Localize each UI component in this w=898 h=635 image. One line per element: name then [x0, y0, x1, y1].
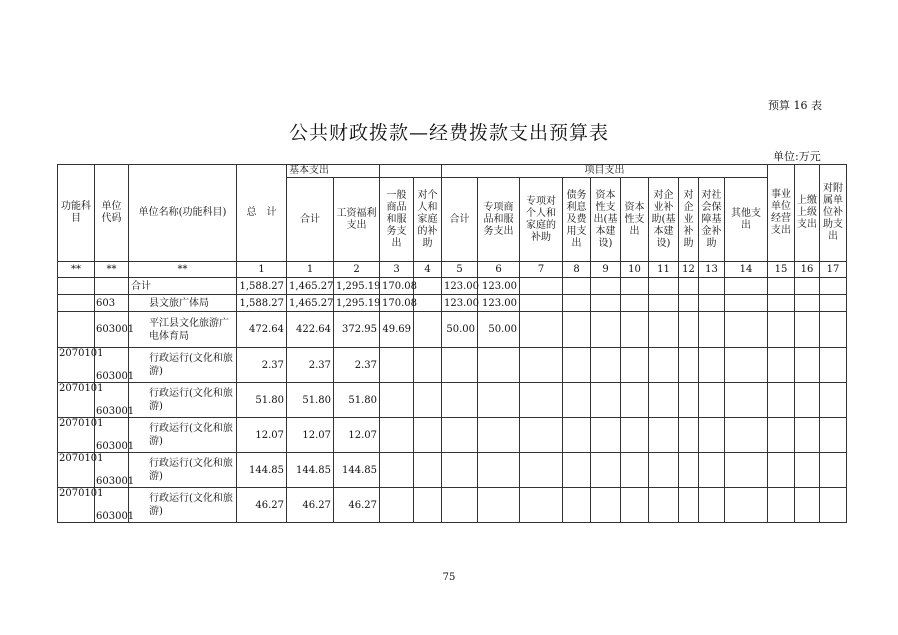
empty-cell [725, 418, 768, 453]
index-cell: 6 [478, 262, 520, 278]
table-number: 预算 16 表 [768, 99, 822, 112]
empty-cell [820, 312, 847, 348]
empty-cell [679, 488, 699, 523]
header-project: 项目支出 [442, 165, 768, 178]
empty-cell [795, 348, 820, 383]
header-basic-subtotal: 合计 [287, 178, 334, 262]
empty-cell [649, 453, 679, 488]
header-salary: 工资福利支出 [334, 178, 380, 262]
unit-name-cell: 行政运行(文化和旅游) [129, 453, 237, 488]
table-row [58, 383, 847, 418]
basic-subtotal-cell: 2.37 [287, 348, 334, 383]
header-remit-upper: 上缴上级支出 [795, 165, 820, 262]
empty-cell [699, 453, 725, 488]
empty-cell [621, 418, 649, 453]
empty-cell [699, 383, 725, 418]
empty-cell [795, 278, 820, 295]
empty-cell [563, 312, 591, 348]
salary-cell: 2.37 [334, 348, 380, 383]
total-cell: 2.37 [237, 348, 287, 383]
total-cell: 1,588.27 [237, 278, 287, 295]
salary-cell: 12.07 [334, 418, 380, 453]
header-total: 总 计 [237, 165, 287, 262]
empty-cell [563, 348, 591, 383]
header-project-subtotal: 合计 [442, 178, 478, 262]
general-goods-cell: 49.69 [380, 312, 414, 348]
index-cell: ** [95, 262, 129, 278]
empty-cell [591, 488, 621, 523]
special-goods-cell [478, 418, 520, 453]
unit-name-cell: 行政运行(文化和旅游) [129, 348, 237, 383]
empty-cell [820, 383, 847, 418]
header-capital: 资本性支出 [621, 178, 649, 262]
special-goods-cell: 123.00 [478, 278, 520, 295]
header-func-subject: 功能科目 [58, 165, 95, 262]
unit-name-cell: 行政运行(文化和旅游) [129, 383, 237, 418]
func-code-cell [58, 295, 95, 312]
index-cell: 2 [334, 262, 380, 278]
func-code-cell: 2070101 [58, 383, 95, 418]
salary-cell: 1,295.19 [334, 278, 380, 295]
empty-cell [649, 488, 679, 523]
index-cell: 15 [768, 262, 795, 278]
empty-cell [563, 453, 591, 488]
header-unit-name: 单位名称(功能科目) [129, 165, 237, 262]
project-subtotal-cell [442, 488, 478, 523]
general-goods-cell [380, 418, 414, 453]
special-goods-cell: 123.00 [478, 295, 520, 312]
header-basic-blank [380, 165, 442, 178]
empty-cell [699, 488, 725, 523]
index-cell: 4 [414, 262, 442, 278]
empty-cell [649, 348, 679, 383]
unit-code-cell: 603 [95, 295, 129, 312]
unit-code-cell: 603001 [95, 418, 129, 453]
total-cell: 1,588.27 [237, 295, 287, 312]
index-cell: 8 [563, 262, 591, 278]
index-cell: 3 [380, 262, 414, 278]
page-title: 公共财政拨款—经费拨款支出预算表 [288, 122, 609, 144]
empty-cell [820, 278, 847, 295]
header-general-goods: 一般商品和服务支出 [380, 178, 414, 262]
empty-cell [768, 418, 795, 453]
salary-cell: 1,295.19 [334, 295, 380, 312]
index-cell: 11 [649, 262, 679, 278]
empty-cell [591, 383, 621, 418]
empty-cell [679, 383, 699, 418]
empty-cell [591, 295, 621, 312]
salary-cell: 144.85 [334, 453, 380, 488]
empty-cell [768, 383, 795, 418]
header-special-goods: 专项商品和服务支出 [478, 178, 520, 262]
salary-cell: 51.80 [334, 383, 380, 418]
func-code-cell [58, 312, 95, 348]
basic-subtotal-cell: 1,465.27 [287, 295, 334, 312]
empty-cell [591, 278, 621, 295]
project-subtotal-cell [442, 453, 478, 488]
index-cell: 1 [287, 262, 334, 278]
empty-cell [520, 418, 563, 453]
header-debt-interest: 债务利息及费用支出 [563, 178, 591, 262]
empty-cell [649, 312, 679, 348]
salary-cell: 372.95 [334, 312, 380, 348]
budget-table [57, 164, 847, 523]
empty-cell [414, 278, 442, 295]
empty-cell [563, 278, 591, 295]
project-subtotal-cell [442, 383, 478, 418]
empty-cell [679, 295, 699, 312]
table-row [58, 348, 847, 383]
header-capital-construct: 资本性支出(基本建设) [591, 178, 621, 262]
empty-cell [520, 348, 563, 383]
project-subtotal-cell: 50.00 [442, 312, 478, 348]
empty-cell [621, 312, 649, 348]
empty-cell [768, 278, 795, 295]
empty-cell [621, 488, 649, 523]
empty-cell [725, 295, 768, 312]
empty-cell [679, 312, 699, 348]
empty-cell [768, 348, 795, 383]
special-goods-cell: 50.00 [478, 312, 520, 348]
empty-cell [563, 418, 591, 453]
empty-cell [725, 383, 768, 418]
unit-name-cell: 平江县文化旅游广电体育局 [129, 312, 237, 348]
table-row [58, 418, 847, 453]
header-operating: 事业单位经营支出 [768, 165, 795, 262]
index-cell: 7 [520, 262, 563, 278]
empty-cell [591, 418, 621, 453]
basic-subtotal-cell: 46.27 [287, 488, 334, 523]
table-row [58, 312, 847, 348]
table-row [58, 488, 847, 523]
total-cell: 472.64 [237, 312, 287, 348]
empty-cell [679, 418, 699, 453]
empty-cell [414, 312, 442, 348]
empty-cell [414, 348, 442, 383]
basic-subtotal-cell: 51.80 [287, 383, 334, 418]
empty-cell [621, 278, 649, 295]
empty-cell [591, 453, 621, 488]
empty-cell [699, 278, 725, 295]
empty-cell [679, 348, 699, 383]
general-goods-cell [380, 488, 414, 523]
table-row-total [58, 278, 847, 295]
empty-cell [520, 278, 563, 295]
empty-cell [795, 383, 820, 418]
general-goods-cell: 170.08 [380, 278, 414, 295]
unit-code-cell: 603001 [95, 453, 129, 488]
index-cell: 16 [795, 262, 820, 278]
unit-name-cell: 县文旅广体局 [129, 295, 237, 312]
index-cell: 14 [725, 262, 768, 278]
header-social-security: 对社会保障基金补助 [699, 178, 725, 262]
empty-cell [520, 312, 563, 348]
special-goods-cell [478, 453, 520, 488]
func-code-cell: 2070101 [58, 418, 95, 453]
empty-cell [820, 295, 847, 312]
empty-cell [768, 453, 795, 488]
empty-cell [725, 348, 768, 383]
index-cell: 17 [820, 262, 847, 278]
empty-cell [795, 312, 820, 348]
empty-cell [768, 295, 795, 312]
empty-cell [414, 453, 442, 488]
empty-cell [725, 312, 768, 348]
basic-subtotal-cell: 422.64 [287, 312, 334, 348]
special-goods-cell [478, 348, 520, 383]
empty-cell [649, 278, 679, 295]
func-code-cell: 2070101 [58, 348, 95, 383]
empty-cell [795, 453, 820, 488]
general-goods-cell [380, 453, 414, 488]
project-subtotal-cell: 123.00 [442, 295, 478, 312]
unit-code-cell [95, 278, 129, 295]
header-enterprise: 对企业补助 [679, 178, 699, 262]
unit-code-cell: 603001 [95, 348, 129, 383]
general-goods-cell [380, 348, 414, 383]
empty-cell [414, 295, 442, 312]
empty-cell [725, 278, 768, 295]
unit-name-cell: 行政运行(文化和旅游) [129, 418, 237, 453]
header-basic: 基本支出 [287, 165, 380, 178]
empty-cell [649, 295, 679, 312]
table-row [58, 295, 847, 312]
func-code-cell: 2070101 [58, 453, 95, 488]
empty-cell [699, 418, 725, 453]
general-goods-cell [380, 383, 414, 418]
empty-cell [795, 295, 820, 312]
empty-cell [679, 453, 699, 488]
empty-cell [563, 488, 591, 523]
unit-code-cell: 603001 [95, 488, 129, 523]
total-cell: 51.80 [237, 383, 287, 418]
empty-cell [795, 418, 820, 453]
empty-cell [621, 453, 649, 488]
empty-cell [649, 418, 679, 453]
empty-cell [563, 383, 591, 418]
empty-cell [591, 312, 621, 348]
empty-cell [795, 488, 820, 523]
header-row-1 [58, 165, 847, 178]
empty-cell [820, 348, 847, 383]
header-enterprise-construct: 对企业补助(基本建设) [649, 178, 679, 262]
header-unit-code: 单位代码 [95, 165, 129, 262]
empty-cell [699, 348, 725, 383]
empty-cell [414, 418, 442, 453]
empty-cell [768, 312, 795, 348]
index-cell: ** [129, 262, 237, 278]
empty-cell [621, 295, 649, 312]
index-cell: 10 [621, 262, 649, 278]
unit-name-cell: 合计 [129, 278, 237, 295]
empty-cell [520, 383, 563, 418]
salary-cell: 46.27 [334, 488, 380, 523]
header-other: 其他支出 [725, 178, 768, 262]
header-special-individual: 专项对个人和家庭的补助 [520, 178, 563, 262]
general-goods-cell: 170.08 [380, 295, 414, 312]
empty-cell [520, 488, 563, 523]
empty-cell [591, 348, 621, 383]
empty-cell [679, 278, 699, 295]
total-cell: 144.85 [237, 453, 287, 488]
unit-code-cell: 603001 [95, 383, 129, 418]
empty-cell [699, 312, 725, 348]
header-individual-subsidy: 对个人和家庭的补助 [414, 178, 442, 262]
empty-cell [621, 383, 649, 418]
index-cell: 13 [699, 262, 725, 278]
table-row [58, 453, 847, 488]
total-cell: 46.27 [237, 488, 287, 523]
special-goods-cell [478, 383, 520, 418]
index-row [58, 262, 847, 278]
special-goods-cell [478, 488, 520, 523]
func-code-cell [58, 278, 95, 295]
page-number: 75 [442, 572, 456, 583]
empty-cell [520, 453, 563, 488]
empty-cell [725, 488, 768, 523]
empty-cell [699, 295, 725, 312]
unit-label: 单位:万元 [773, 150, 821, 163]
project-subtotal-cell: 123.00 [442, 278, 478, 295]
index-cell: 5 [442, 262, 478, 278]
header-subsidy-subordinate: 对附属单位补助支出 [820, 165, 847, 262]
index-cell: 12 [679, 262, 699, 278]
project-subtotal-cell [442, 348, 478, 383]
basic-subtotal-cell: 12.07 [287, 418, 334, 453]
empty-cell [725, 453, 768, 488]
unit-code-cell: 603001 [95, 312, 129, 348]
func-code-cell: 2070101 [58, 488, 95, 523]
empty-cell [414, 383, 442, 418]
total-cell: 12.07 [237, 418, 287, 453]
index-cell: 9 [591, 262, 621, 278]
empty-cell [820, 418, 847, 453]
empty-cell [768, 488, 795, 523]
unit-name-cell: 行政运行(文化和旅游) [129, 488, 237, 523]
basic-subtotal-cell: 144.85 [287, 453, 334, 488]
index-cell: 1 [237, 262, 287, 278]
empty-cell [621, 348, 649, 383]
empty-cell [820, 488, 847, 523]
basic-subtotal-cell: 1,465.27 [287, 278, 334, 295]
empty-cell [520, 295, 563, 312]
empty-cell [820, 453, 847, 488]
empty-cell [414, 488, 442, 523]
project-subtotal-cell [442, 418, 478, 453]
index-cell: ** [58, 262, 95, 278]
empty-cell [563, 295, 591, 312]
empty-cell [649, 383, 679, 418]
